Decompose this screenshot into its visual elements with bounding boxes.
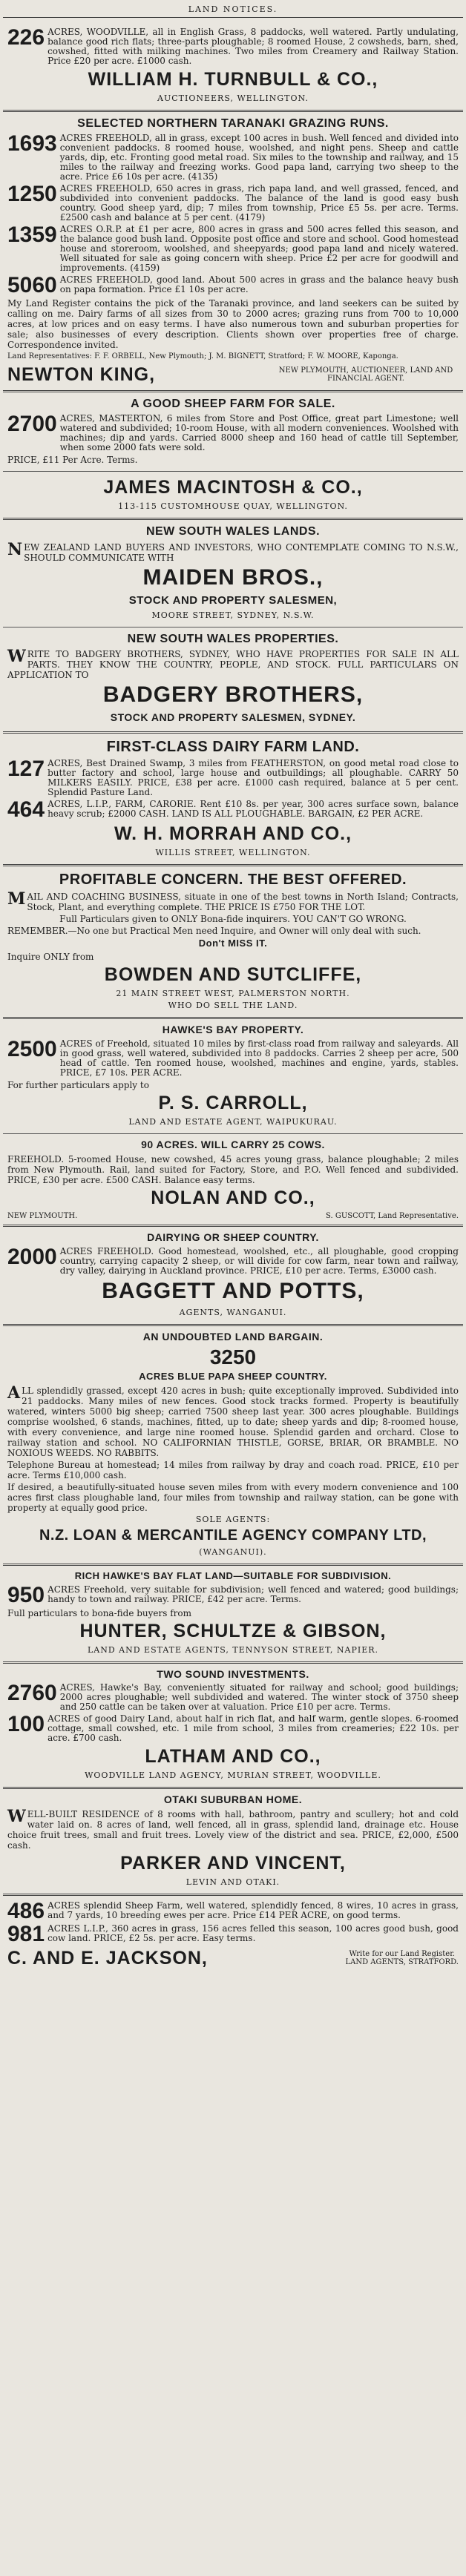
ad-heading: HAWKE'S BAY PROPERTY. bbox=[162, 1024, 304, 1036]
advertiser-note bbox=[346, 1950, 459, 1966]
ad-baggett-potts bbox=[3, 1227, 463, 1326]
land-representatives: Land Representatives: F. F. ORBELL, New Plymouth; J. M. BIGNETT, Stratford; F. W. MOORE, Kaponga. bbox=[7, 352, 398, 361]
acreage-block bbox=[7, 1345, 459, 1383]
listing bbox=[7, 225, 459, 273]
listing bbox=[7, 1924, 459, 1945]
ad-nz-loan bbox=[3, 1326, 463, 1566]
ad-body: WELL-BUILT RESIDENCE of 8 rooms with hall, bathroom, pantry and scullery; hot and cold water laid on. 8 acres of land, well fenced, all in grass, splendid land, drainage etc. House choice fruit trees, small and fruit trees. Lovely view of the district and sea. PRICE, £2,000, £500 cash. bbox=[7, 1807, 459, 1851]
advertiser-address: (WANGANUI). bbox=[199, 1546, 267, 1557]
ad-body: My Land Register contains the pick of the Taranaki province, and land seekers can be suited by calling on me. Dairy farms of all sizes from 30 to 2000 acres; grazing runs from 700 to 10,000 acres, at low prices and on easy terms. I have also numerous town and suburban properties for sale; also businesses of every description. Clients shown over properties free of charge. Correspondence invited. bbox=[7, 298, 459, 351]
listing-text: ACRES L.I.P., 360 acres in grass, 156 acres felled this season, 100 acres good bush, good cow land. PRICE, £2 5s. per acre. Easy terms. bbox=[47, 1923, 459, 1944]
listing bbox=[7, 275, 459, 296]
ad-heading: DAIRYING OR SHEEP COUNTRY. bbox=[147, 1231, 319, 1243]
ad-sheep-farm bbox=[3, 392, 463, 472]
acreage: 950 bbox=[7, 1582, 45, 1607]
advertiser-address: MOORE STREET, SYDNEY, N.S.W. bbox=[151, 610, 315, 620]
listing bbox=[7, 1036, 459, 1078]
acreage: 127 bbox=[7, 756, 45, 781]
listing-text: ACRES FREEHOLD. Good homestead, woolshed, etc., all ploughable, good cropping country, carrying capacity 2 sheep, or will divide for cow farm, near town and railway, dry valley, dairying in Auckland province. PRICE, £10 per acre. Terms, £3000 cash. bbox=[59, 1245, 459, 1276]
listing-text: ACRES FREEHOLD, 650 acres in grass, rich papa land, and well grassed, fenced, and subdivided into convenient paddocks. The balance of the land is good easy bush country. Good sheep yard, dip; 7 miles from township, Price £5 5s. per acre. Terms. £2500 cash and balance at 5 per cent. (4179) bbox=[59, 183, 459, 223]
ad-body-3: REMEMBER.—No one but Practical Men need Inquire, and Owner will only deal with such. bbox=[7, 925, 421, 936]
ad-latham bbox=[3, 1664, 463, 1790]
advertiser-name: W. H. MORRAH AND CO., bbox=[114, 823, 352, 844]
advertiser-slogan: WHO DO SELL THE LAND. bbox=[168, 1001, 298, 1011]
ad-body: FREEHOLD. 5-roomed House, new cowshed, 45 acres young grass, balance ploughable; 2 miles from New Plymouth. Rail, land suited for Factory, Store, and P.O. Well fenced and subdivided. PRICE, £30 per acre. £500 CASH. Balance easy terms. bbox=[7, 1153, 459, 1185]
advertiser-town: NEW PLYMOUTH. bbox=[7, 1211, 78, 1220]
listing-text: ACRES, L.I.P., FARM, CARORIE. Rent £10 8s. per year, 300 acres surface sown, balance heavy scrub; £2000 CASH. LAND IS ALL PLOUGHABLE. BARGAIN, £2 PER ACRE. bbox=[47, 798, 459, 819]
advertiser-address: NEW PLYMOUTH, AUCTIONEER, LAND AND FINANCIAL AGENT. bbox=[278, 366, 453, 383]
advertiser-address: LAND AND ESTATE AGENTS, TENNYSON STREET, NAPIER. bbox=[87, 1644, 379, 1655]
acreage: 3250 bbox=[209, 1345, 257, 1369]
ad-heading: A GOOD SHEEP FARM FOR SALE. bbox=[131, 398, 335, 411]
ad-heading: AN UNDOUBTED LAND BARGAIN. bbox=[142, 1330, 324, 1343]
advertiser-address: AGENTS, WANGANUI. bbox=[179, 1307, 287, 1317]
ad-heading: OTAKI SUBURBAN HOME. bbox=[163, 1793, 303, 1806]
acreage: 100 bbox=[7, 1712, 45, 1737]
listing bbox=[7, 756, 459, 797]
ad-badgery bbox=[3, 627, 463, 734]
advertiser-name: P. S. CARROLL, bbox=[158, 1092, 308, 1113]
listing-text: ACRES of good Dairy Land, about half in rich flat, and half warm, gentle slopes. 6-roomed cottage, small cowshed, etc. 1 mile from school, 3 miles from creameries; £22 10s. per acre. £700 cash. bbox=[47, 1713, 459, 1744]
ad-heading: NEW SOUTH WALES LANDS. bbox=[145, 525, 321, 538]
listing bbox=[7, 184, 459, 223]
listing-text: ACRES, WOODVILLE, all in English Grass, 8 paddocks, well watered. Partly undulating, balance good rich flats; three-parts ploughable; 8 roomed House, 2 cowsheds, barn, shed, cowshed, fitted with milking machines. Two miles from Creamery and Railway Station. Price £20 per acre. £1000 cash. bbox=[47, 27, 459, 66]
acreage: 2700 bbox=[7, 412, 57, 437]
signature-row bbox=[7, 1947, 459, 1969]
advertiser-trade: STOCK AND PROPERTY SALESMEN, bbox=[128, 593, 338, 607]
ad-body: NEW ZEALAND LAND BUYERS AND INVESTORS, WHO CONTEMPLATE COMING TO N.S.W., SHOULD COMMUNICATE WITH bbox=[7, 539, 459, 563]
advertiser-name: BADGERY BROTHERS, bbox=[102, 682, 364, 707]
advertiser-address: AUCTIONEERS, WELLINGTON. bbox=[157, 93, 309, 103]
signature-row bbox=[7, 363, 459, 386]
advertiser-name: NEWTON KING, bbox=[7, 364, 156, 386]
acreage: 981 bbox=[7, 1922, 45, 1947]
ad-body: WRITE TO BADGERY BROTHERS, SYDNEY, WHO HAVE PROPERTIES FOR SALE IN ALL PARTS. THEY KNOW THE COUNTRY, PEOPLE, AND STOCK. FULL PARTICULARS ON APPLICATION TO bbox=[7, 646, 459, 680]
advertiser-name: LATHAM AND CO., bbox=[145, 1746, 321, 1768]
advertiser-name: MAIDEN BROS., bbox=[142, 564, 324, 590]
advertiser-name: BAGGETT AND POTTS, bbox=[102, 1278, 364, 1303]
ad-heading: NEW SOUTH WALES PROPERTIES. bbox=[127, 632, 339, 645]
listing-text: ACRES FREEHOLD, all in grass, except 100 acres in bush. Well fenced and divided into convenient paddocks. 8 roomed house, woolshed, and night pens. Sheep and cattle yards, dip, etc. Fronting good metal road. Six miles to the township and railway, and 15 miles to the railway and freezing works. Good papa land, carrying two sheep to the acre. Price £6 10s per acre. (4135) bbox=[59, 133, 459, 182]
listing bbox=[7, 797, 459, 822]
listing-text: ACRES O.R.P. at £1 per acre, 800 acres in grass and 500 acres felled this season, and the balance good bush land. Opposite post office and store and school. Good homestead house and storeroom, woolshed, and sheepyards; good papa land and nicely watered. Well situated for sale as going concern with sheep. Price £2 per acre for goodwill and improvements. (4159) bbox=[59, 224, 459, 274]
acreage: 5060 bbox=[7, 273, 57, 298]
ad-tag: Don't MISS IT. bbox=[198, 937, 268, 949]
ad-nolan bbox=[3, 1134, 463, 1227]
ad-heading: PROFITABLE CONCERN. THE BEST OFFERED. bbox=[59, 871, 407, 888]
acreage: 2500 bbox=[7, 1036, 57, 1061]
advertiser-name: BOWDEN AND SUTCLIFFE, bbox=[104, 964, 362, 986]
ad-heading: FIRST-CLASS DAIRY FARM LAND. bbox=[106, 738, 360, 755]
advertiser-name: JAMES MACINTOSH & CO., bbox=[103, 477, 363, 498]
ad-body: For further particulars apply to bbox=[7, 1079, 149, 1090]
ad-carroll bbox=[3, 1019, 463, 1134]
listing bbox=[7, 1714, 459, 1743]
masthead: LAND NOTICES. bbox=[3, 0, 463, 18]
acreage: 464 bbox=[7, 797, 45, 822]
listing bbox=[7, 1244, 459, 1276]
advertiser-name: N.Z. LOAN & MERCANTILE AGENCY COMPANY LTD, bbox=[39, 1526, 427, 1544]
ad-heading: 90 ACRES. WILL CARRY 25 COWS. bbox=[141, 1138, 325, 1150]
land-representative: S. GUSCOTT, Land Representative. bbox=[326, 1211, 459, 1220]
advertiser-address: 113-115 CUSTOMHOUSE QUAY, WELLINGTON. bbox=[118, 501, 348, 512]
ad-turnbull bbox=[3, 22, 463, 112]
advertiser-name: WILLIAM H. TURNBULL & CO., bbox=[88, 69, 378, 90]
acreage: 1250 bbox=[7, 182, 57, 207]
advertiser-address: WOODVILLE LAND AGENCY, MURIAN STREET, WOODVILLE. bbox=[85, 1770, 381, 1781]
advertiser-address: WILLIS STREET, WELLINGTON. bbox=[155, 847, 311, 857]
listing-text: ACRES splendid Sheep Farm, well watered, splendidly fenced, 8 wires, 10 acres in grass, and 7 yards, 10 breeding ewes per acre. Price £14 PER ACRE, on good terms. bbox=[47, 1900, 459, 1921]
advertiser-name: NOLAN AND CO., bbox=[151, 1187, 315, 1208]
ad-newton-king bbox=[3, 112, 463, 392]
advertiser-name: HUNTER, SCHULTZE & GIBSON, bbox=[79, 1620, 387, 1641]
ad-body: Full particulars to bona-fide buyers from bbox=[7, 1607, 192, 1618]
ad-heading: SELECTED NORTHERN TARANAKI GRAZING RUNS. bbox=[77, 117, 389, 130]
ad-macintosh bbox=[3, 472, 463, 520]
acreage: 226 bbox=[7, 25, 45, 50]
listing bbox=[7, 414, 459, 452]
ad-bowden-sutcliffe bbox=[3, 866, 463, 1020]
ad-heading: TWO SOUND INVESTMENTS. bbox=[157, 1667, 309, 1680]
ad-body-2: Telephone Bureau at homestead; 14 miles from railway by dray and coach road. PRICE, £10 per acre. Terms £10,000 cash. bbox=[7, 1459, 459, 1480]
listing bbox=[7, 131, 459, 182]
listing-text: ACRES Freehold, very suitable for subdivision; well fenced and watered; good buildings; handy to town and railway. PRICE, £42 per acre. Terms. bbox=[47, 1584, 459, 1604]
ad-heading: RICH HAWKE'S BAY FLAT LAND—SUITABLE FOR SUBDIVISION. bbox=[74, 1569, 392, 1581]
listing bbox=[7, 1582, 459, 1607]
acreage: 1359 bbox=[7, 223, 57, 248]
acreage: 2760 bbox=[7, 1681, 57, 1706]
listing bbox=[7, 27, 459, 66]
acreage: 1693 bbox=[7, 131, 57, 157]
advertiser-row bbox=[7, 1212, 459, 1220]
listing-text: ACRES, Best Drained Swamp, 3 miles from FEATHERSTON, on good metal road close to butter factory and school, large house and outbuildings; all ploughable. CARRY 50 MILKERS EASILY. PRICE, £38 per acre. £1000 cash required, balance at 5 per cent. Splendid Pasture Land. bbox=[47, 757, 459, 797]
listing-text: ACRES, Hawke's Bay, conveniently situated for railway and school; good buildings; 2000 acres ploughable; well subdivided and watered. The winter stock of 3750 sheep and 250 cattle can be taken over at valuation. Price £10 per acre. Terms. bbox=[59, 1682, 459, 1713]
listing-text: ACRES, MASTERTON, 6 miles from Store and Post Office, great part Limestone; well watered and subdivided; 10-room House, with all modern conveniences. Woolshed with machines; dip and yards. Carried 8000 sheep and 160 head of cattle till September, when some 2000 fats were sold. bbox=[59, 413, 459, 453]
advertiser-address: LAND AGENTS, STRATFORD. bbox=[345, 1958, 459, 1967]
price-line: PRICE, £11 Per Acre. Terms. bbox=[7, 455, 138, 466]
acreage-caption: ACRES BLUE PAPA SHEEP COUNTRY. bbox=[139, 1371, 327, 1383]
acreage: 2000 bbox=[7, 1244, 57, 1269]
listing bbox=[7, 1683, 459, 1712]
advertiser-name: C. AND E. JACKSON, bbox=[7, 1948, 208, 1969]
ad-tag: SOLE AGENTS: bbox=[195, 1514, 271, 1524]
advertiser-name: PARKER AND VINCENT, bbox=[120, 1853, 346, 1874]
ad-body-2: Full Particulars given to ONLY Bona-fide inquirers. YOU CAN'T GO WRONG. bbox=[59, 913, 407, 924]
ad-parker-vincent bbox=[3, 1789, 463, 1896]
listing bbox=[7, 1901, 459, 1922]
ad-body: MAIL AND COACHING BUSINESS, situate in one of the best towns in North Island; Contracts, Stock, Plant, and everything complete. THE PRICE IS £750 FOR THE LOT. bbox=[7, 889, 459, 912]
advertiser-address: LEVIN AND OTAKI. bbox=[186, 1877, 280, 1888]
ad-body-4: Inquire ONLY from bbox=[7, 952, 94, 963]
listing-text: ACRES of Freehold, situated 10 miles by first-class road from railway and saleyards. All in good grass, well watered, subdivided into 8 paddocks. Carries 2 sheep per acre, 500 head of cattle. Ten roomed house, woolshed, machines and engine, yards, stables. PRICE, £7 10s. PER ACRE. bbox=[59, 1038, 459, 1078]
advertiser-address: STOCK AND PROPERTY SALESMEN, SYDNEY. bbox=[110, 711, 356, 723]
acreage: 486 bbox=[7, 1899, 45, 1924]
ad-morrah bbox=[3, 734, 463, 866]
ad-hunter-schultze bbox=[3, 1566, 463, 1664]
ad-body-3: If desired, a beautifully-situated house seven miles from with every modern convenience and 100 acres first class ploughable land, four miles from township and railway station, can be gone with property at equally good price. bbox=[7, 1481, 459, 1513]
ad-jackson bbox=[3, 1896, 463, 1974]
ad-maiden-bros bbox=[3, 520, 463, 627]
ad-body: ALL splendidly grassed, except 420 acres in bush; quite exceptionally improved. Subdivided into 21 paddocks. Many miles of new fences. Good stock tracks formed. Property is beautifully watered, winters 5000 big sheep; carried 7500 sheep last year. 300 acres ploughable. Buildings comprise woolshed, 6 stands, machines, fitted, up to date; sheep yards and dip; 8-roomed house, with every convenience, and large nine roomed house. Splendid garden and orchard. Close to railway station and school. NO CALIFORNIAN THISTLE, GORSE, BRIAR, OR BRAMBLE. NO NOXIOUS WEEDS. NO RABBITS. bbox=[7, 1383, 459, 1458]
newspaper-page bbox=[3, 0, 463, 1974]
listing-text: ACRES FREEHOLD, good land. About 500 acres in grass and the balance heavy bush on papa formation. Price £1 10s per acre. bbox=[59, 274, 459, 295]
advertiser-address: LAND AND ESTATE AGENT, WAIPUKURAU. bbox=[128, 1116, 338, 1127]
register-note: Write for our Land Register. bbox=[349, 1950, 456, 1959]
advertiser-address: 21 MAIN STREET WEST, PALMERSTON NORTH. bbox=[116, 989, 350, 999]
